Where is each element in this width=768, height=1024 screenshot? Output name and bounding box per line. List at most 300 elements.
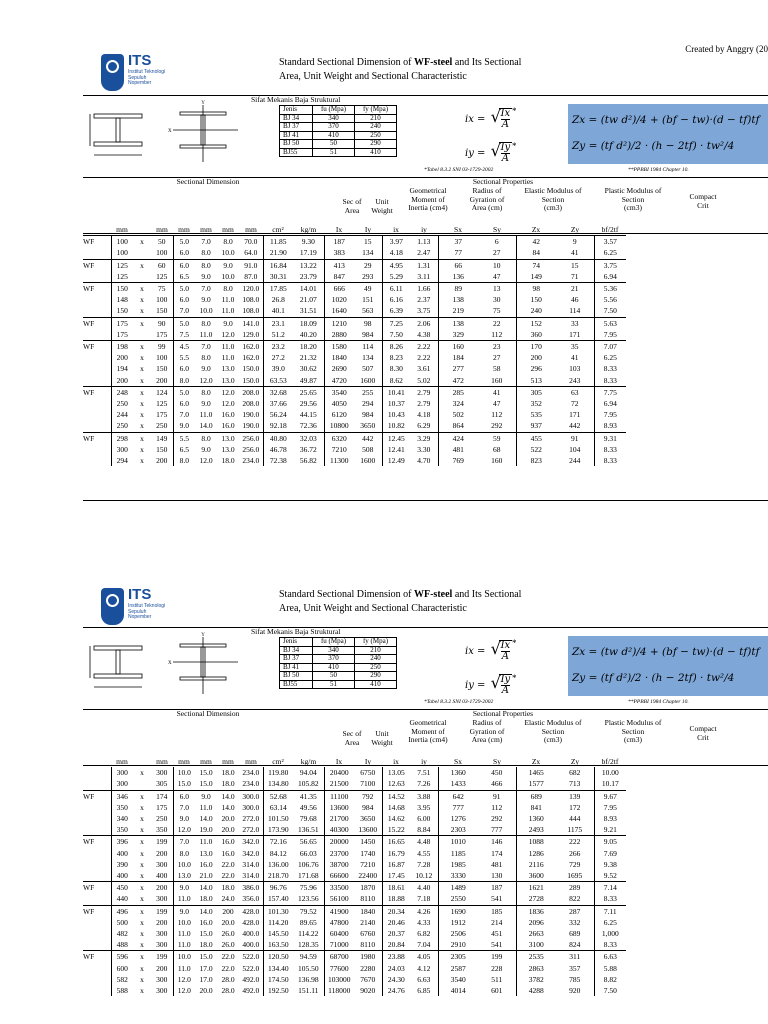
table-cell: 2690: [324, 363, 354, 374]
table-cell: [133, 247, 151, 259]
table-cell: 15: [556, 259, 594, 271]
table-cell: 11300: [324, 455, 354, 466]
units-cell: mm: [116, 225, 128, 234]
table-cell: 8.0: [217, 236, 239, 248]
table-cell: 4.05: [410, 951, 438, 963]
row-label: [83, 813, 111, 824]
table-cell: 18.0: [221, 456, 235, 466]
table-cell: 400: [111, 870, 133, 882]
table-cell: 200: [156, 917, 168, 927]
table-cell: 2303: [438, 824, 478, 836]
table-cell: 11.0: [221, 353, 235, 363]
header-sec-prop: Sectional Properties: [472, 177, 534, 186]
table-cell: 200: [156, 375, 168, 385]
table-cell: 3.57: [594, 236, 626, 248]
table-cell: 63.14: [263, 802, 293, 813]
table-cell: 642: [438, 790, 478, 802]
table-cell: 2863: [516, 963, 556, 974]
mech-cell: 210: [355, 114, 397, 123]
mech-row: [280, 148, 397, 157]
units-cell: mm: [245, 225, 257, 234]
table-cell: 20.34: [382, 905, 410, 917]
table-cell: 200: [156, 456, 168, 466]
table-cell: 106.76: [297, 859, 319, 869]
table-cell: x: [133, 386, 151, 398]
header-compact: [683, 725, 723, 742]
table-cell: 4.33: [417, 917, 431, 927]
table-cell: 46.78: [263, 444, 293, 455]
table-cell: x: [140, 364, 144, 374]
table-cell: 52.68: [263, 790, 293, 802]
table-cell: 150: [156, 306, 168, 316]
table-cell: 208.0: [242, 399, 260, 409]
table-cell: 300: [156, 859, 168, 869]
mech-cell: 250: [355, 663, 397, 672]
table-cell: 357: [569, 963, 581, 973]
logo-text: ITS: [128, 586, 152, 603]
table-cell: 36.72: [299, 444, 317, 454]
table-cell: 9.0: [201, 364, 211, 374]
table-cell: 1870: [354, 882, 382, 894]
table-cell: 292: [491, 814, 503, 824]
title-bold: WF-steel: [413, 589, 453, 600]
table-cell: 75: [151, 283, 173, 295]
bullet-mark: *: [512, 638, 517, 648]
table-cell: 136: [438, 271, 478, 283]
table-cell: 129.0: [242, 329, 260, 339]
table-cell: 7.50: [382, 329, 410, 341]
table-cell: 49: [354, 283, 382, 295]
table-cell: 7210: [324, 444, 354, 455]
table-cell: 502: [438, 409, 478, 420]
formula-zx: Zx = (tw d²)/4 + (bf − tw)·(d − tf)tf: [572, 646, 760, 658]
table-cell: 2880: [324, 329, 354, 341]
logo-subtext: Institut Teknologi Sepuluh Nopember: [128, 603, 166, 620]
header-compact-text: Compact Crit: [689, 724, 717, 742]
table-cell: 847: [324, 271, 354, 283]
header-area: [337, 198, 367, 215]
table-row: [83, 444, 652, 455]
table-cell: 14.62: [382, 813, 410, 824]
table-cell: 6120: [324, 409, 354, 420]
table-cell: 3600: [516, 870, 556, 882]
table-cell: 23.88: [382, 951, 410, 963]
table-cell: 3100: [516, 939, 556, 951]
mech-cell: 50: [313, 672, 355, 681]
table-cell: 6.5: [173, 271, 195, 283]
units-cell: [83, 224, 111, 236]
table-row: [83, 859, 652, 870]
table-cell: 16.0: [217, 836, 239, 848]
table-cell: 9.38: [594, 859, 626, 870]
table-cell: 785: [569, 974, 581, 984]
table-cell: 324: [438, 398, 478, 409]
table-cell: x: [133, 259, 151, 271]
table-cell: 10.82: [382, 420, 410, 432]
table-cell: 289: [556, 882, 594, 894]
table-cell: 152: [516, 317, 556, 329]
table-cell: 440: [111, 893, 133, 905]
table-cell: 2.47: [417, 248, 431, 258]
formula-den: A: [501, 153, 510, 164]
table-cell: 1580: [324, 341, 354, 353]
table-cell: 272.0: [242, 825, 260, 835]
table-cell: 1640: [324, 305, 354, 317]
table-cell: 10800: [324, 420, 354, 432]
table-cell: 91: [478, 790, 516, 802]
units-cell: Sy: [493, 225, 501, 234]
table-cell: 6760: [360, 929, 376, 939]
row-label: [83, 305, 111, 317]
table-cell: 8.33: [594, 939, 626, 951]
note-ppbbi: **PPBBI 1984 Chapter 10.: [628, 699, 689, 705]
row-label: [83, 974, 111, 985]
row-label: [83, 294, 111, 305]
table-cell: 63: [556, 386, 594, 398]
row-label: [83, 939, 111, 951]
table-cell: 37.66: [263, 398, 293, 409]
table-row: [83, 939, 652, 951]
table-cell: x: [133, 317, 151, 329]
table-cell: 134.40: [263, 963, 293, 974]
table-cell: 7.0: [173, 409, 195, 420]
table-cell: 6.00: [417, 814, 431, 824]
row-label: [83, 985, 111, 996]
table-cell: 442: [569, 421, 581, 431]
table-cell: 7.0: [173, 802, 195, 813]
table-cell: 1980: [354, 951, 382, 963]
table-cell: 136.98: [297, 974, 319, 984]
formula-ix: [465, 108, 512, 130]
table-cell: 8.26: [382, 341, 410, 353]
header-area-text: Sec of Area: [342, 729, 362, 747]
table-cell: 66600: [324, 870, 354, 882]
table-cell: 27: [493, 248, 501, 258]
bullet-mark: *: [512, 106, 517, 116]
table-cell: 535: [516, 409, 556, 420]
table-cell: x: [133, 905, 151, 917]
table-cell: 112: [491, 329, 503, 339]
bullet-mark: *: [512, 141, 517, 151]
table-cell: 9.31: [594, 432, 626, 444]
table-cell: 6.25: [594, 247, 626, 259]
table-cell: 120.0: [239, 283, 263, 295]
table-cell: 19.0: [199, 825, 213, 835]
table-cell: 20.0: [221, 825, 235, 835]
table-cell: 17.45: [382, 870, 410, 882]
table-cell: 300: [111, 767, 133, 778]
header-rog-text: Radius of Gyration of Area (cm): [469, 186, 505, 212]
table-cell: 170: [516, 341, 556, 353]
table-cell: 72: [571, 399, 579, 409]
formula-iy-label: iy =: [465, 680, 486, 691]
table-cell: 500: [111, 917, 133, 928]
header-elastic: [515, 187, 591, 213]
table-cell: 29: [354, 259, 382, 271]
its-logo: [101, 586, 166, 626]
table-cell: 10.0: [199, 306, 213, 316]
table-cell: 496: [111, 905, 133, 917]
table-row: [83, 247, 652, 259]
row-label: [83, 329, 111, 341]
table-cell: 8.84: [417, 825, 431, 835]
table-cell: 12.45: [382, 432, 410, 444]
table-cell: 42: [516, 236, 556, 248]
table-cell: 11.0: [195, 836, 217, 848]
table-cell: 3330: [438, 870, 478, 882]
table-cell: 1088: [516, 836, 556, 848]
table-cell: 9.52: [594, 870, 626, 882]
table-cell: 713: [569, 779, 581, 789]
table-cell: 10.0: [173, 767, 195, 778]
table-cell: 729: [569, 859, 581, 869]
table-cell: 30.31: [263, 271, 293, 283]
table-cell: 150: [111, 305, 133, 317]
table-cell: 255: [354, 386, 382, 398]
table-cell: 689: [516, 790, 556, 802]
table-cell: 100: [111, 236, 133, 248]
formula-num: √ Iy: [500, 142, 511, 153]
table-cell: 46: [571, 295, 579, 305]
row-label: [83, 859, 111, 870]
table-cell: 937: [516, 420, 556, 432]
table-row: [83, 329, 652, 341]
row-label: WF: [83, 341, 111, 353]
table-cell: 136.51: [297, 825, 319, 835]
header-moi-text: Geometrical Moment of Inertia (cm4): [408, 718, 448, 744]
table-cell: 7.5: [173, 329, 195, 341]
table-cell: 17.19: [299, 248, 317, 258]
table-cell: 2280: [360, 963, 376, 973]
table-cell: 243: [569, 375, 581, 385]
table-cell: 90: [151, 317, 173, 329]
table-cell: 294: [362, 399, 374, 409]
table-cell: 488: [111, 939, 133, 951]
table-cell: 18.61: [382, 882, 410, 894]
table-cell: 4288: [516, 985, 556, 996]
table-cell: 100: [156, 353, 168, 363]
table-cell: 125: [156, 271, 168, 281]
table-cell: 4.38: [417, 329, 431, 339]
table-cell: 41: [571, 248, 579, 258]
table-cell: 10.17: [594, 778, 626, 790]
table-cell: 66.03: [299, 848, 317, 858]
table-cell: 1.31: [410, 259, 438, 271]
table-cell: 8.0: [173, 375, 195, 387]
units-cell: [133, 756, 151, 767]
table-row: [83, 398, 652, 409]
table-cell: 124: [151, 386, 173, 398]
table-cell: 234.0: [242, 456, 260, 466]
table-cell: 72.36: [299, 421, 317, 431]
table-cell: 2305: [438, 951, 478, 963]
table-cell: 32.68: [263, 386, 293, 398]
table-cell: 7.50: [594, 305, 626, 317]
table-cell: 5.5: [173, 432, 195, 444]
table-cell: 150: [156, 444, 168, 454]
table-cell: 513: [516, 375, 556, 387]
table-cell: 56.24: [263, 409, 293, 420]
units-cell: iy: [421, 225, 427, 234]
table-cell: 2.37: [417, 295, 431, 305]
table-cell: 984: [362, 329, 374, 339]
table-cell: 240: [516, 305, 556, 317]
credit-text: Created by Anggry (20: [685, 44, 768, 54]
table-cell: 134: [362, 353, 374, 363]
mech-cell: 370: [313, 123, 355, 132]
table-cell: 12.63: [382, 778, 410, 790]
table-cell: 18.0: [221, 779, 235, 789]
table-cell: 9.0: [173, 882, 195, 894]
table-row: [83, 790, 652, 802]
table-cell: x: [140, 295, 144, 305]
table-cell: 12.41: [382, 444, 410, 455]
table-cell: 84: [516, 247, 556, 259]
formula-iy: [465, 142, 512, 164]
table-cell: 3.75: [417, 306, 431, 316]
header-sec-prop: Sectional Properties: [472, 709, 534, 718]
table-cell: 194: [111, 363, 133, 374]
table-cell: 244: [569, 456, 581, 466]
table-cell: 150: [516, 294, 556, 305]
table-cell: 400.0: [242, 929, 260, 939]
table-cell: 23: [478, 341, 516, 353]
table-cell: 103000: [324, 974, 354, 985]
mech-cell: 410: [355, 148, 397, 157]
table-cell: 5.0: [173, 317, 195, 329]
table-cell: 199: [151, 836, 173, 848]
table-cell: 824: [569, 940, 581, 950]
table-cell: 11.0: [199, 802, 213, 812]
table-cell: 2535: [516, 951, 556, 963]
table-cell: 300.0: [242, 802, 260, 812]
table-cell: 12.0: [221, 329, 235, 339]
table-cell: 119.80: [263, 767, 293, 778]
table-cell: 149: [516, 271, 556, 283]
table-cell: 20000: [324, 836, 354, 848]
wf-section-figure: [88, 100, 248, 170]
table-cell: 6.63: [417, 974, 431, 984]
table-row: [83, 963, 652, 974]
table-cell: 160: [438, 341, 478, 353]
wf-section-figure: [88, 632, 248, 702]
mech-cell: 410: [313, 663, 355, 672]
table-cell: 508: [362, 444, 374, 454]
table-cell: 104: [569, 444, 581, 454]
table-cell: 20.0: [199, 986, 213, 996]
table-cell: 8.0: [195, 386, 217, 398]
row-label: WF: [83, 951, 111, 963]
table-row: [83, 813, 652, 824]
table-cell: 21.32: [299, 353, 317, 363]
row-label: WF: [83, 259, 111, 271]
table-cell: 466: [491, 779, 503, 789]
table-cell: 47800: [324, 917, 354, 928]
mech-row: [280, 680, 397, 689]
table-cell: 114: [354, 341, 382, 353]
mech-cell: BJ 50: [280, 140, 313, 149]
table-cell: 1600: [360, 456, 376, 466]
table-row: [83, 259, 652, 271]
table-cell: 352: [516, 398, 556, 409]
table-cell: 300.0: [239, 790, 263, 802]
table-cell: 12.49: [382, 455, 410, 466]
table-cell: 250: [156, 421, 168, 431]
table-cell: 13.0: [173, 870, 195, 882]
table-cell: 3650: [360, 421, 376, 431]
table-cell: 1985: [438, 859, 478, 870]
title-pre: Standard Sectional Dimension of: [279, 57, 414, 68]
header-rog-text: Radius of Gyration of Area (cm): [469, 718, 505, 744]
svg-text:Y: Y: [201, 633, 205, 638]
note-sni: *Tabel 8.3.2 SNI 03-1729-2002: [424, 699, 494, 705]
table-cell: 424: [438, 432, 478, 444]
header-plastic: [593, 719, 673, 745]
table-cell: 87.0: [244, 271, 258, 281]
table-cell: 3.11: [417, 271, 431, 281]
table-cell: 300: [156, 974, 168, 984]
table-cell: x: [140, 353, 144, 363]
table-cell: 9.0: [201, 271, 211, 281]
mech-cell: 340: [313, 114, 355, 123]
table-cell: 27: [493, 353, 501, 363]
table-cell: 601: [491, 986, 503, 996]
table-cell: 8.0: [195, 317, 217, 329]
table-cell: x: [140, 917, 144, 927]
table-cell: 8110: [360, 894, 376, 904]
formula-iy: [465, 674, 512, 696]
title-bold: WF-steel: [413, 57, 453, 68]
units-cell: Iy: [364, 757, 372, 766]
table-cell: x: [133, 951, 151, 963]
table-cell: 15.0: [195, 951, 217, 963]
table-header: [83, 178, 768, 230]
table-cell: 219: [438, 305, 478, 317]
units-cell: cm²: [272, 757, 284, 766]
table-cell: 6.11: [382, 283, 410, 295]
units-cell: bf/2tf: [601, 225, 619, 234]
table-cell: 666: [324, 283, 354, 295]
doc-title: [279, 588, 521, 616]
table-cell: 7.04: [417, 940, 431, 950]
table-cell: 17.0: [199, 974, 213, 984]
table-cell: 1185: [438, 848, 478, 859]
table-row: [83, 917, 652, 928]
table-cell: 864: [438, 420, 478, 432]
table-cell: 20.37: [382, 928, 410, 939]
table-cell: 187: [324, 236, 354, 248]
table-row: [83, 893, 652, 905]
table-cell: 14.0: [217, 790, 239, 802]
table-cell: 3.61: [417, 364, 431, 374]
table-cell: 300: [156, 986, 168, 996]
table-cell: 7.07: [594, 341, 626, 353]
table-cell: x: [140, 848, 144, 858]
table-cell: 22: [478, 317, 516, 329]
table-cell: 294: [111, 455, 133, 466]
table-cell: 13.0: [221, 375, 235, 385]
row-label: WF: [83, 836, 111, 848]
table-cell: 40.1: [263, 305, 293, 317]
table-cell: 15.0: [199, 779, 213, 789]
table-cell: 10.0: [173, 859, 195, 870]
mech-header: fu (Mpa): [313, 638, 355, 647]
table-cell: 105.50: [297, 963, 319, 973]
units-cell: mm: [200, 757, 212, 766]
table-cell: [133, 329, 151, 341]
table-cell: 174.50: [263, 974, 293, 985]
table-row: [83, 271, 652, 283]
